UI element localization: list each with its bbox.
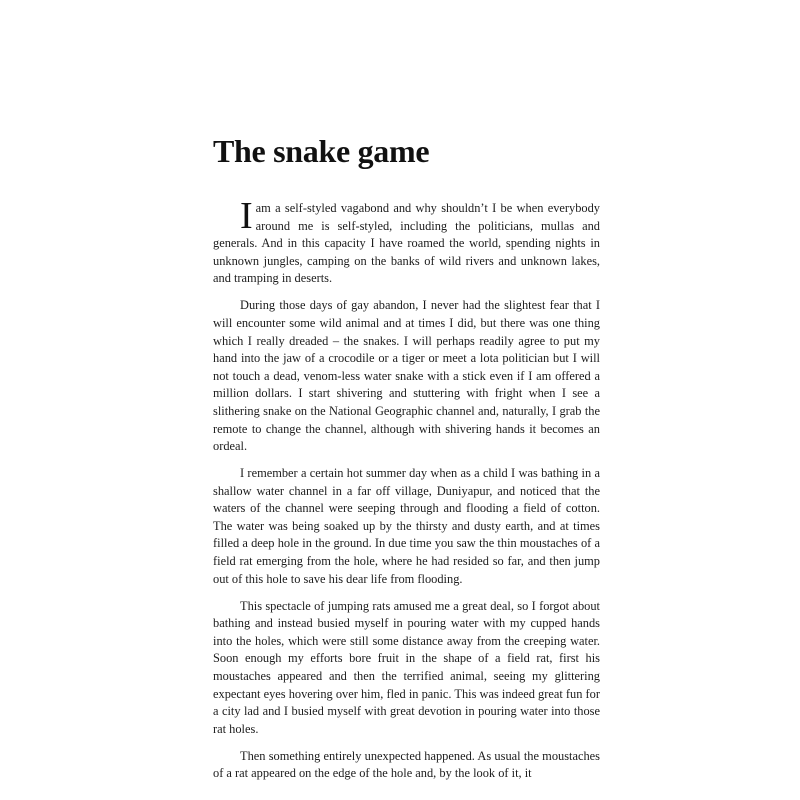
- paragraph-4: This spectacle of jumping rats amused me a great deal, so I forgot about bathing and instead busied myself in pouring water with my cupped hands into the holes, which were still some distance away from the creeping water. Soon enough my efforts bore fruit in the shape of a field rat, first his moustaches appeared and then the terrified animal, seeing my glittering expectant eyes hovering over him, fled in panic. This was indeed great fun for a city lad and I busied myself with great devotion in pouring water into those rat holes.: [213, 598, 600, 736]
- paragraph-5: Then something entirely unexpected happened. As usual the moustaches of a rat appeared on the edge of the hole and, by the look of it, it: [213, 748, 600, 781]
- paragraph-1: [213, 195, 600, 288]
- book-page: [213, 0, 600, 800]
- paragraph-3: I remember a certain hot summer day when as a child I was bathing in a shallow water channel in a far off village, Duniyapur, and noticed that the waters of the channel were seeping through and flooding a field of cotton. The water was being soaked up by the thirsty and dusty earth, and at times filled a deep hole in the ground. In due time you saw the thin moustaches of a field rat emerging from the hole, where he had resided so far, and then jump out of this hole to save his dear life from flooding.: [213, 466, 600, 586]
- chapter-body: [213, 195, 600, 792]
- paragraph-2: During those days of gay abandon, I never had the slightest fear that I will encounter some wild animal and at times I did, but there was one thing which I really dreaded – the snakes. I will perhaps readily agree to put my hand into the jaw of a crocodile or a tiger or meet a lota politician but I will not touch a dead, venom-less water snake with a stick even if I am offered a million dollars. I start shivering and stuttering with fright when I see a slithering snake on the National Geographic channel and, naturally, I grab the remote to change the channel, although with shivering hands it becomes an ordeal.: [213, 298, 600, 454]
- drop-cap: I: [240, 195, 253, 237]
- paragraph-1-text: am a self-styled vagabond and why shouldn’t I be when everybody around me is self-styled, including the politicians, mullas and generals. And in this capacity I have roamed the world, spending nights in unknown jungles, camping on the banks of wild rivers and unknown lakes, and tramping in deserts.: [213, 201, 600, 286]
- chapter-title: The snake game: [213, 133, 430, 169]
